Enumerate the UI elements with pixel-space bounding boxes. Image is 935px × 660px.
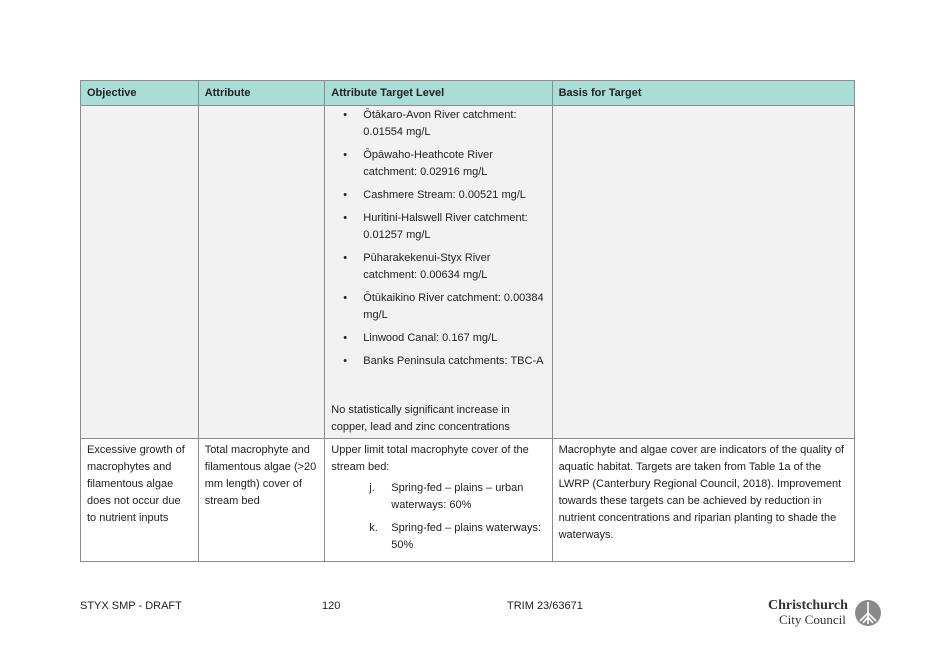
christchurch-logo bbox=[768, 598, 888, 628]
cell-basis: Macrophyte and algae cover are indicators of the quality of aquatic habitat. Targets are taken from Table 1a of the LWRP (Canterbury Regional Council, 2018). Improvement towards these targets can be achieved by reduction in nutrient concentrations and riparian planting to shade the waterways. bbox=[552, 439, 854, 562]
metals-note: No statistically significant increase in copper, lead and zinc concentrations bbox=[331, 404, 510, 433]
list-marker: j. bbox=[369, 482, 375, 494]
list-item: • Cashmere Stream: 0.00521 mg/L bbox=[331, 187, 545, 204]
header-objective: Objective bbox=[81, 81, 199, 106]
logo-line1: Christchurch bbox=[768, 598, 848, 613]
list-item-text: Spring-fed – plains waterways: 50% bbox=[391, 522, 542, 551]
target-intro: Upper limit total macrophyte cover of the stream bed: bbox=[331, 444, 529, 473]
cell-basis bbox=[552, 106, 854, 439]
cell-target-level bbox=[325, 439, 552, 562]
header-target-level: Attribute Target Level bbox=[325, 81, 552, 106]
list-item: • Pūharakekenui-Styx River catchment: 0.00634 mg/L bbox=[331, 250, 545, 284]
list-item: • Ōpāwaho-Heathcote River catchment: 0.02916 mg/L bbox=[331, 147, 545, 181]
cell-attribute bbox=[198, 106, 325, 439]
cell-objective: Excessive growth of macrophytes and filamentous algae does not occur due to nutrient inputs bbox=[81, 439, 199, 562]
table-header-row bbox=[81, 81, 855, 106]
list-item-text: Spring-fed – plains – urban waterways: 60% bbox=[391, 482, 524, 511]
footer-page-number: 120 bbox=[322, 600, 341, 612]
list-item bbox=[331, 520, 545, 554]
list-item: • Ōtākaro-Avon River catchment: 0.01554 mg/L bbox=[331, 107, 545, 141]
cell-objective bbox=[81, 106, 199, 439]
table-row bbox=[81, 106, 855, 439]
list-item: • Huritini-Halswell River catchment: 0.01257 mg/L bbox=[331, 210, 545, 244]
list-marker: k. bbox=[369, 522, 378, 534]
list-item: • Banks Peninsula catchments: TBC-A bbox=[331, 353, 545, 370]
ccc-logo-icon bbox=[854, 599, 882, 627]
list-item: • Linwood Canal: 0.167 mg/L bbox=[331, 330, 545, 347]
header-attribute: Attribute bbox=[198, 81, 325, 106]
footer-doc-title: STYX SMP - DRAFT bbox=[80, 600, 182, 612]
header-basis: Basis for Target bbox=[552, 81, 854, 106]
table-row bbox=[81, 439, 855, 562]
catchment-list bbox=[331, 107, 545, 370]
footer-trim: TRIM 23/63671 bbox=[507, 600, 583, 612]
logo-line2: City Council bbox=[779, 612, 846, 627]
list-item bbox=[331, 480, 545, 514]
cell-target-level bbox=[325, 106, 552, 439]
targets-table bbox=[80, 80, 855, 562]
list-item: • Ōtūkaikino River catchment: 0.00384 mg/L bbox=[331, 290, 545, 324]
target-list bbox=[331, 480, 545, 554]
cell-attribute: Total macrophyte and filamentous algae (>20 mm length) cover of stream bed bbox=[198, 439, 325, 562]
